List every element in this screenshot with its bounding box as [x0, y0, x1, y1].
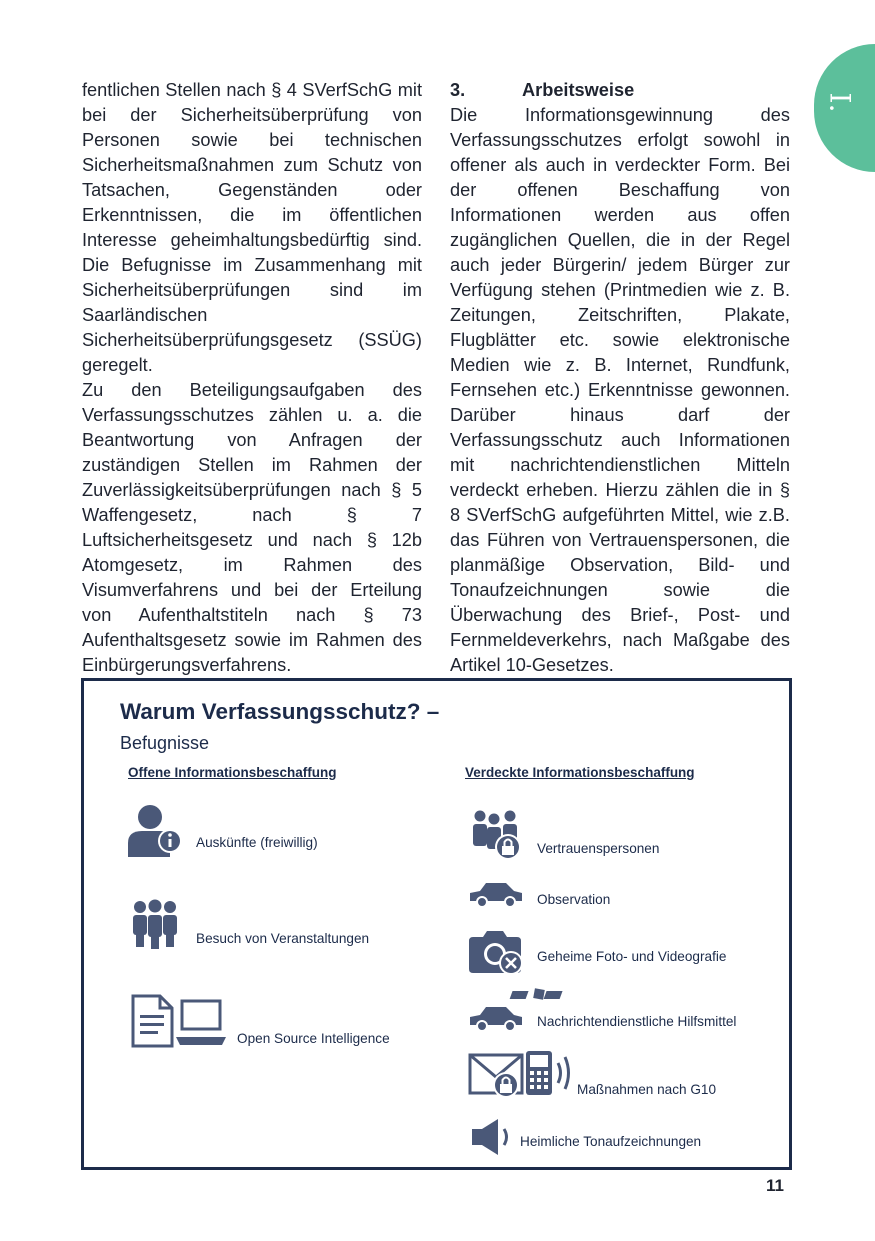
page-number: 11	[766, 1176, 784, 1195]
infobox-title: Warum Verfassungsschutz? –	[120, 699, 440, 724]
people-group-icon	[130, 899, 180, 949]
mail-phone-lock-icon	[468, 1049, 578, 1101]
covert-heading: Verdeckte Informationsbeschaffung	[465, 765, 695, 780]
section-title: Arbeitsweise	[522, 80, 635, 100]
befugnisse-infobox	[81, 678, 792, 1170]
open-item-label: Besuch von Veranstaltungen	[196, 931, 370, 946]
right-paragraph: Die Informationsgewinnung des Verfassungsschutzes erfolgt sowohl in offener als auch in verdeckter Form. Bei der offenen Beschaffung von Informationen werden aus offen zugänglichen Quellen, die in der Regel auch jeder Bürgerin/ jedem Bürger zur Verfügung stehen (Printmedien wie z. B. Zeitungen, Zeitschriften, Plakate, Flugblätter etc. sowie elektronische Medien wie z. B. Internet, Rundfunk, Fernsehen etc.) Erkenntnisse gewonnen. Darüber hinaus darf der Verfassungsschutz auch Informationen mit nachrichtendienstlichen Mitteln verdeckt erheben. Hierzu zählen die in § 8 SVerfSchG aufgeführten Mittel, wie z.B. das Führen von Vertrauenspersonen, die planmäßige Observation, Bild- und Tonaufzeichnungen sowie die Überwachung des Brief-, Post- und Fernmeldeverkehrs, nach Maßgabe des Artikel 10-Gesetzes.	[450, 105, 790, 675]
covert-item-label: Vertrauenspersonen	[537, 841, 660, 856]
open-heading: Offene Informationsbeschaffung	[128, 765, 337, 780]
car-icon	[468, 881, 524, 909]
left-paragraph-1: fentlichen Stellen nach § 4 SVerfSchG mit bei der Sicherheitsüberprüfung von Personen sowie bei technischen Sicherheitsmaßnahmen zum Schutz von Tatsachen, Gegenständen oder Erkenntnissen, die im öffentlichen Interesse geheimhaltungsbedürftig sind. Die Befugnisse im Zusammenhang mit Sicherheitsüberprüfungen sind im Saarländischen Sicherheitsüberprüfungsgesetz (SSÜG) geregelt.	[82, 80, 422, 375]
open-item-label: Open Source Intelligence	[237, 1031, 390, 1046]
chapter-tab-label: I.	[823, 92, 857, 113]
open-item-label: Auskünfte (freiwillig)	[196, 835, 318, 850]
left-paragraph-2: Zu den Beteiligungsaufgaben des Verfassungsschutzes zählen u. a. die Beantwortung von Anfragen der zuständigen Stellen im Rahmen der Zuverlässigkeitsüberprüfungen nach § 5 Waffengesetz, nach § 7 Luftsicherheitsgesetz und nach § 12b Atomgesetz, im Rahmen des Visumverfahrens und bei der Erteilung von Aufenthaltstiteln nach § 73 Aufenthaltsgesetz sowie im Rahmen des Einbürgerungsverfahrens.	[82, 380, 422, 675]
section-number: 3.	[450, 80, 466, 100]
infobox-subtitle: Befugnisse	[120, 733, 210, 753]
covert-item-label: Maßnahmen nach G10	[577, 1082, 717, 1097]
people-lock-icon	[470, 809, 526, 861]
covert-item-label: Geheime Foto- und Videografie	[537, 949, 727, 964]
camera-cross-icon	[467, 929, 525, 977]
speaker-icon	[470, 1119, 514, 1155]
person-info-icon	[126, 803, 184, 857]
covert-item-label: Observation	[537, 892, 611, 907]
document-laptop-icon	[130, 993, 230, 1049]
covert-item-label: Nachrichtendienstliche Hilfsmittel	[537, 1014, 737, 1029]
section-heading	[450, 78, 790, 103]
covert-item-label: Heimliche Tonaufzeichnungen	[520, 1134, 702, 1149]
left-text-column	[82, 78, 422, 678]
right-text-column	[450, 78, 790, 678]
